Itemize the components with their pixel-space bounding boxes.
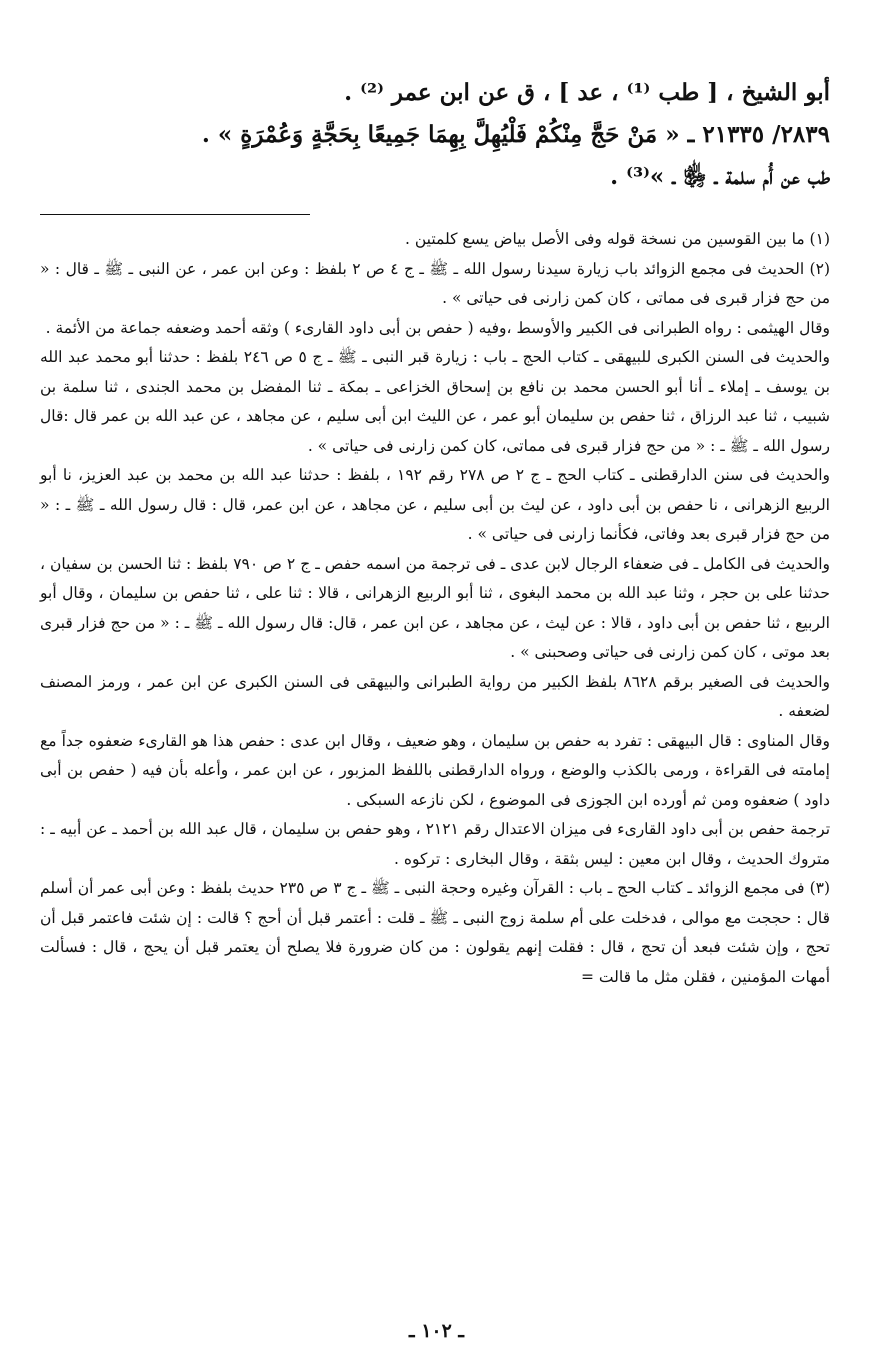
footnote-2-para-4: والحديث فى سنن الدارقطنى ـ كتاب الحج ـ ج ٢ ص ٢٧٨ رقم ١٩٢ ، بلفظ : حدثنا عبد الله بن محمد بن عبد العزيز، نا أبو الربيع الزهرانى ، نا حفص بن أبى داود ، عن ليث بن أبى سليم ، عن مجاهد ، عن ابن عمر، قال : قال رسول الله ـ ﷺ ـ : « من حج فزار قبرى بعد وفاتى، فكأنما زارنى فى حياتى » .: [40, 466, 831, 543]
footnote-separator: [40, 214, 310, 215]
footnote-1: (١) ما بين القوسين من نسخة قوله وفى الأصل بياض يسع كلمتين .: [405, 230, 830, 248]
footnote-2-para-6: والحديث فى الصغير برقم ٨٦٢٨ بلفظ الكبير من رواية الطبرانى والبيهقى فى السنن الكبرى عن ابن عمر ، ورمز المصنف لضعفه .: [40, 672, 830, 720]
footnotes: [40, 225, 830, 992]
footnote-3: (٣) فى مجمع الزوائد ـ كتاب الحج ـ باب : القرآن وغيره وحجة النبى ـ ﷺ ـ ج ٣ ص ٢٣٥ حديث بلفظ : وعن أبى عمر أن أسلم قال : حججت مع موالى ، فدخلت على أم سلمة زوج النبى ـ ﷺ ـ قلت : أعتمر قبل أن أحج ؟ قالت : إن شئت فاعتمر قبل أن تحج ، وإن شئت فبعد أن تحج ، قال : فقلت إنهم يقولون : من كان ضرورة فلا يصلح أن يعتمر قبل أن يحج ، قال : فسألت أمهات المؤمنين ، فقلن مثل ما قالت =: [40, 879, 831, 986]
main-line-1: أبو الشيخ ، [ طب ⁽¹⁾ ، عد ] ، ق عن ابن عمر ⁽²⁾ .: [344, 79, 830, 106]
footnote-2: (٢) الحديث فى مجمع الزوائد باب زيارة سيدنا رسول الله ـ ﷺ ـ ج ٤ ص ٢ بلفظ : وعن ابن عمر ، عن النبى ـ ﷺ ـ قال : « من حج فزار قبرى فى مماتى ، كان كمن زارنى فى حياتى » .: [40, 259, 830, 307]
main-line-2: ٢٨٣٩/ ٢١٣٣٥ ـ « مَنْ حَجَّ مِنْكُمْ فَلْيُهِلَّ بِهِمَا جَمِيعًا بِحَجَّةٍ وَعُمْرَةٍ » .: [201, 121, 830, 148]
footnote-2-para-7: وقال المناوى : قال البيهقى : تفرد به حفص بن سليمان ، وهو ضعيف ، وقال ابن عدى : حفص هذا هو القارىء ضعفوه جداً مع إمامته فى القراءة ، ورمى بالكذب والوضع ، ورواه الدارقطنى باللفظ المزبور ، عن ابن عمر ، وأعله بأن فيه ( حفص بن أبى داود ) ضعفوه ومن ثم أورده ابن الجوزى فى الموضوع ، لكن نازعه السبكى .: [40, 731, 830, 809]
footnote-2-para-2: وقال الهيثمى : رواه الطبرانى فى الكبير والأوسط ،وفيه ( حفص بن أبى داود القارىء ) وثقه أحمد وضعفه جماعة من الأئمة .: [45, 318, 830, 337]
main-line-3: طب عن أُم سلمة ـ ﵂ ـ »⁽³⁾ .: [610, 163, 830, 190]
footnote-2-para-8: ترجمة حفص بن أبى داود القارىء فى ميزان الاعتدال رقم ٢١٢١ ، وهو حفص بن سليمان ، قال عبد الله بن أحمد ـ عن أبيه ـ : متروك الحديث ، وقال ابن معين : ليس بثقة ، وقال البخارى : تركوه .: [40, 820, 831, 868]
footnote-2-para-5: والحديث فى الكامل ـ فى ضعفاء الرجال لابن عدى ـ فى ترجمة من اسمه حفص ـ ج ٢ ص ٧٩٠ بلفظ : ثنا الحسن بن سفيان ، حدثنا على بن حجر ، وثنا عبد الله بن محمد البغوى ، ثنا أبو الربيع الزهرانى ، قالا : ثنا على ، ثنا حفص بن سليمان ، وقال أبو الربيع ، ثنا حفص بن أبى داود ، قالا : عن ليث ، عن مجاهد ، عن ابن عمر ، قال: قال رسول الله ـ ﷺ ـ : « من حج فزار قبرى بعد موتى ، كان كمن زارنى فى حياتى وصحبنى » .: [40, 554, 831, 661]
footnote-2-para-3: والحديث فى السنن الكبرى للبيهقى ـ كتاب الحج ـ باب : زيارة قبر النبى ـ ﷺ ـ ج ٥ ص ٢٤٦ بلفظ : حدثنا أبو محمد عبد الله بن يوسف ـ إملاء ـ أنا أبو الحسن محمد بن نافع بن إسحاق الخزاعى ـ بمكة ـ ثنا المفضل بن محمد الجندى ، ثنا سلمة بن شبيب ، ثنا عبد الرزاق ، ثنا حفص بن سليمان أبو عمر ، عن الليث ابن أبى سليم ، عن مجاهد ، عن عبد الله بن عمر قال :قال رسول الله ـ ﷺ ـ : « من حج فزار قبرى فى مماتى، كان كمن زارنى فى حياتى » .: [40, 348, 831, 455]
footnote-separator-wrap: [40, 198, 830, 225]
page-number: ـ ١٠٢ ـ: [409, 1320, 464, 1342]
page-body: [40, 72, 830, 992]
